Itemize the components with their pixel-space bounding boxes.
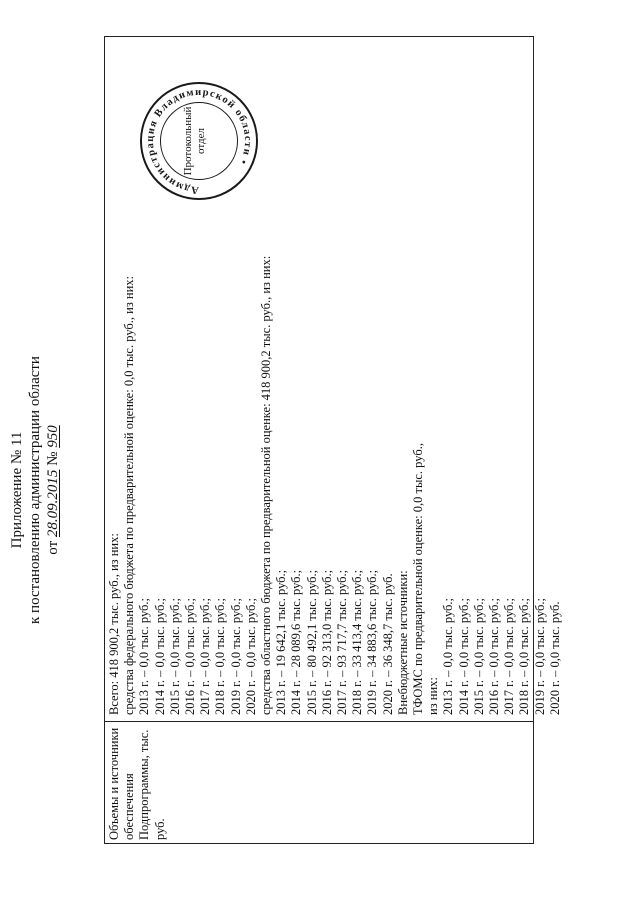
funding-line: 2013 г. – 19 642,1 тыс. руб.; [274,569,289,715]
funding-line: 2015 г. – 0,0 тыс. руб.; [471,597,486,715]
label-line: обеспечения [122,773,137,840]
funding-line: 2015 г. – 80 492,1 тыс. руб.; [304,569,319,715]
funding-line: 2019 г. – 0,0 тыс. руб.; [228,597,243,715]
decree-number: 950 [45,425,61,448]
funding-line: 2017 г. – 0,0 тыс. руб.; [198,597,213,715]
number-label: № [45,451,61,466]
funding-line: 2014 г. – 28 089,6 тыс. руб.; [289,569,304,715]
funding-line: Всего: 418 900,2 тыс. руб., из них: [107,533,121,715]
seal-center-line: отдел [195,128,207,154]
seal-center-text [182,84,208,198]
funding-line: 2020 г. – 36 348,7 тыс. руб. [380,573,395,715]
rotated-landscape-content [0,12,640,892]
funding-line: 2020 г. – 0,0 тыс. руб.; [243,597,258,715]
decree-date: 28.09.2015 [45,469,61,538]
funding-line: из них: [426,677,441,715]
funding-line: 2017 г. – 93 717,7 тыс. руб.; [335,569,350,715]
official-seal [140,82,258,200]
funding-line: 2018 г. – 33 413,4 тыс. руб.; [350,569,365,715]
funding-line: 2017 г. – 0,0 тыс. руб.; [502,597,517,715]
seal-center-line: Протокольный [182,106,194,176]
funding-line: 2016 г. – 0,0 тыс. руб.; [487,597,502,715]
decree-reference: к постановлению администрации области [27,356,43,624]
funding-line: 2018 г. – 0,0 тыс. руб.; [213,597,228,715]
funding-line: Внебюджетные источники: [395,570,410,715]
funding-line: 2013 г. – 0,0 тыс. руб.; [137,597,152,715]
funding-line: 2013 г. – 0,0 тыс. руб.; [441,597,456,715]
funding-line: 2014 г. – 0,0 тыс. руб.; [456,597,471,715]
funding-line: 2016 г. – 0,0 тыс. руб.; [183,597,198,715]
funding-line: 2015 г. – 0,0 тыс. руб.; [167,597,182,715]
svg-text:Администрация Владимирской обл: Администрация Владимирской области • [144,86,254,196]
funding-line: 2014 г. – 0,0 тыс. руб.; [152,597,167,715]
funding-line: 2019 г. – 0,0 тыс. руб.; [532,597,547,715]
from-label: от [45,540,61,555]
label-line: Подпрограммы, тыс. [137,729,152,840]
funding-line: 2016 г. – 92 313,0 тыс. руб.; [319,569,334,715]
funding-line: 2020 г. – 0,0 тыс. руб. [547,601,562,715]
funding-line: 2018 г. – 0,0 тыс. руб.; [517,597,532,715]
appendix-title: Приложение № 11 [9,431,25,549]
funding-line: ТФОМС по предварительной оценке: 0,0 тыс. руб., [411,443,426,715]
funding-line: средства областного бюджета по предварительной оценке: 418 900,2 тыс. руб., из них: [259,255,274,715]
label-line: руб. [152,818,167,840]
decree-date-line [44,280,62,700]
funding-line: средства федерального бюджета по предварительной оценке: 0,0 тыс. руб., из них: [122,276,137,715]
table-label-cell [105,721,533,843]
label-line: Объемы и источники [107,727,121,840]
funding-line: 2019 г. – 34 883,6 тыс. руб.; [365,569,380,715]
